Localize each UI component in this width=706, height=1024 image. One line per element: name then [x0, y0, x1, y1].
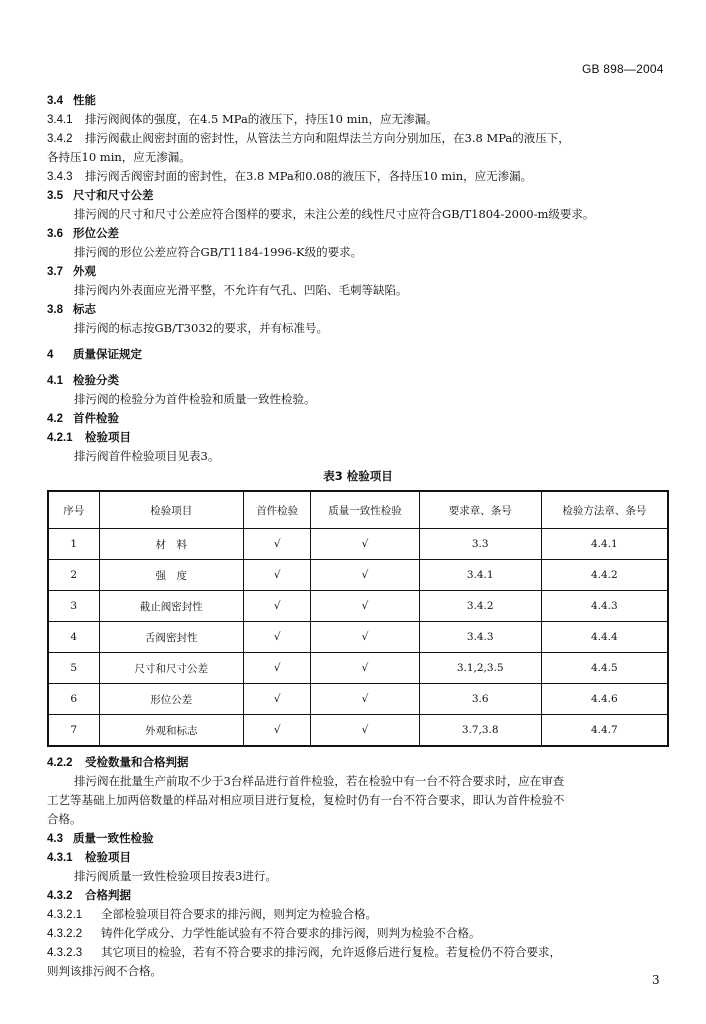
section-heading [47, 848, 669, 867]
section-heading [47, 224, 669, 243]
spacer [47, 364, 669, 371]
table-cell: 6 [48, 684, 99, 715]
section-heading [47, 345, 669, 364]
text-line [47, 962, 669, 981]
clause-text: 外观 [73, 264, 96, 278]
text-line [47, 319, 669, 338]
clause-text: 质量一致性检验 [73, 831, 154, 845]
clause-number: 4 [47, 349, 54, 361]
clause-number: 3.4.2 [47, 133, 73, 145]
table-body [48, 529, 668, 747]
clause-number: 4.3.2.3 [47, 947, 83, 959]
clause-text: 检验项目 [85, 850, 131, 864]
text-line [47, 148, 669, 167]
clause-text: 排污阀阀体的强度，在4.5 MPa的液压下，持压10 min，应无渗漏。 [85, 112, 438, 126]
clause-number: 3.8 [47, 304, 63, 316]
clause-number: 3.4 [47, 95, 63, 107]
clause-text: 检验分类 [73, 373, 119, 387]
section-heading [47, 371, 669, 390]
clause-text: 排污阀的检验分为首件检验和质量一致性检验。 [74, 392, 316, 406]
table-cell: 4.4.7 [541, 715, 668, 747]
text-line [47, 167, 669, 186]
table-row [48, 653, 668, 684]
text-line [47, 205, 669, 224]
clause-text: 排污阀内外表面应光滑平整，不允许有气孔、凹陷、毛刺等缺陷。 [74, 283, 408, 297]
clause-text: 排污阀在批量生产前取不少于3台样品进行首件检验，若在检验中有一台不符合要求时，应在审查 [74, 774, 565, 788]
table-cell: √ [311, 653, 419, 684]
section-heading [47, 91, 669, 110]
clause-number: 4.1 [47, 375, 63, 387]
clause-text: 检验项目 [85, 430, 131, 444]
clause-number: 3.5 [47, 190, 63, 202]
document-body [47, 91, 669, 981]
table-cell: 强 度 [99, 560, 244, 591]
column-header: 首件检验 [244, 491, 311, 529]
section-heading [47, 428, 669, 447]
text-line [47, 281, 669, 300]
table-cell: 2 [48, 560, 99, 591]
table-cell: √ [244, 560, 311, 591]
clause-text: 尺寸和尺寸公差 [73, 188, 154, 202]
table-cell: 3.3 [419, 529, 541, 560]
column-header: 序号 [48, 491, 99, 529]
table-cell: 4.4.5 [541, 653, 668, 684]
column-header: 要求章、条号 [419, 491, 541, 529]
clause-number: 3.6 [47, 228, 63, 240]
clause-text: 性能 [73, 93, 96, 107]
section-heading [47, 262, 669, 281]
table-cell: 外观和标志 [99, 715, 244, 747]
clause-text: 排污阀舌阀密封面的密封性，在3.8 MPa和0.08的液压下，各持压10 min，应无渗漏。 [85, 169, 533, 183]
text-line [47, 390, 669, 409]
spacer [47, 338, 669, 345]
clause-text: 标志 [73, 302, 96, 316]
table-cell: 3.4.2 [419, 591, 541, 622]
text-line [47, 867, 669, 886]
clause-number: 4.3.2.1 [47, 909, 83, 921]
table-cell: √ [311, 560, 419, 591]
table-cell: 4.4.1 [541, 529, 668, 560]
clause-number: 4.3 [47, 833, 63, 845]
table-cell: √ [244, 591, 311, 622]
clause-number: 4.3.2 [47, 890, 73, 902]
table-cell: 3.7,3.8 [419, 715, 541, 747]
clause-number: 3.4.3 [47, 171, 73, 183]
section-heading [47, 186, 669, 205]
column-header: 检验方法章、条号 [541, 491, 668, 529]
table-cell: √ [244, 715, 311, 747]
section-heading [47, 409, 669, 428]
text-line [47, 943, 669, 962]
text-line [47, 810, 669, 829]
table-cell: 4.4.4 [541, 622, 668, 653]
section-3-4-to-4-2 [47, 91, 669, 466]
table-row [48, 715, 668, 747]
table-cell: √ [311, 684, 419, 715]
table-header-row [48, 491, 668, 529]
clause-text: 工艺等基础上加两倍数量的样品对相应项目进行复检，复检时仍有一台不符合要求，即认为首件检验不 [47, 793, 565, 807]
table-cell: 3 [48, 591, 99, 622]
page-number: 3 [652, 973, 660, 987]
clause-text: 排污阀的标志按GB/T3032的要求，并有标准号。 [74, 321, 328, 335]
text-line [47, 924, 669, 943]
clause-text: 排污阀截止阀密封面的密封性，从管法兰方向和阻焊法兰方向分别加压，在3.8 MPa的液压下， [85, 131, 570, 145]
table-cell: 3.6 [419, 684, 541, 715]
table-cell: 4.4.2 [541, 560, 668, 591]
text-line [47, 905, 669, 924]
table-cell: 材 料 [99, 529, 244, 560]
table-cell: √ [244, 622, 311, 653]
column-header: 检验项目 [99, 491, 244, 529]
clause-text: 首件检验 [73, 411, 119, 425]
text-line [47, 447, 669, 466]
clause-text: 铸件化学成分、力学性能试验有不符合要求的排污阀，则判为检验不合格。 [101, 926, 481, 940]
clause-number: 4.2.1 [47, 432, 73, 444]
inspection-items-table [47, 490, 669, 747]
text-line [47, 110, 669, 129]
table-cell: 舌阀密封性 [99, 622, 244, 653]
clause-text: 合格判据 [85, 888, 131, 902]
table-cell: 1 [48, 529, 99, 560]
clause-text: 各持压10 min，应无渗漏。 [47, 150, 191, 164]
table-row [48, 622, 668, 653]
table-cell: 4.4.6 [541, 684, 668, 715]
table-row [48, 560, 668, 591]
clause-number: 4.2 [47, 413, 63, 425]
table-cell: 4 [48, 622, 99, 653]
table-cell: 7 [48, 715, 99, 747]
section-heading [47, 753, 669, 772]
table-cell: 5 [48, 653, 99, 684]
table-row [48, 529, 668, 560]
section-heading [47, 300, 669, 319]
standard-code: GB 898—2004 [582, 62, 664, 76]
table-cell: 3.4.1 [419, 560, 541, 591]
clause-text: 合格。 [47, 812, 82, 826]
table-cell: 尺寸和尺寸公差 [99, 653, 244, 684]
table-caption: 表3 检验项目 [323, 469, 393, 483]
clause-number: 3.7 [47, 266, 63, 278]
text-line [47, 243, 669, 262]
section-4-2-2-to-4-3 [47, 753, 669, 981]
clause-number: 3.4.1 [47, 114, 73, 126]
clause-text: 排污阀质量一致性检验项目按表3进行。 [74, 869, 277, 883]
clause-number: 4.2.2 [47, 757, 73, 769]
clause-text: 则判该排污阀不合格。 [47, 964, 162, 978]
table-cell: √ [311, 715, 419, 747]
clause-number: 4.3.2.2 [47, 928, 83, 940]
clause-text: 形位公差 [73, 226, 119, 240]
text-line [47, 129, 669, 148]
table-cell: √ [311, 529, 419, 560]
section-heading [47, 829, 669, 848]
table-cell: 4.4.3 [541, 591, 668, 622]
clause-text: 排污阀首件检验项目见表3。 [74, 449, 220, 463]
clause-text: 排污阀的形位公差应符合GB/T1184-1996-K级的要求。 [74, 245, 363, 259]
table-cell: √ [311, 591, 419, 622]
clause-text: 质量保证规定 [73, 347, 142, 361]
table-cell: 3.4.3 [419, 622, 541, 653]
table-cell: √ [311, 622, 419, 653]
table-row [48, 591, 668, 622]
clause-text: 全部检验项目符合要求的排污阀，则判定为检验合格。 [101, 907, 377, 921]
clause-text: 其它项目的检验，若有不符合要求的排污阀，允许返修后进行复检。若复检仍不符合要求， [101, 945, 561, 959]
clause-text: 排污阀的尺寸和尺寸公差应符合图样的要求，未注公差的线性尺寸应符合GB/T1804-2000-m级要求。 [74, 207, 595, 221]
table-cell: √ [244, 653, 311, 684]
table-cell: 截止阀密封性 [99, 591, 244, 622]
section-heading [47, 886, 669, 905]
table-cell: √ [244, 529, 311, 560]
table-cell: √ [244, 684, 311, 715]
clause-number: 4.3.1 [47, 852, 73, 864]
table-cell: 3.1,2,3.5 [419, 653, 541, 684]
column-header: 质量一致性检验 [311, 491, 419, 529]
clause-text: 受检数量和合格判据 [85, 755, 189, 769]
text-line [47, 791, 669, 810]
text-line [47, 772, 669, 791]
table-row [48, 684, 668, 715]
table-cell: 形位公差 [99, 684, 244, 715]
